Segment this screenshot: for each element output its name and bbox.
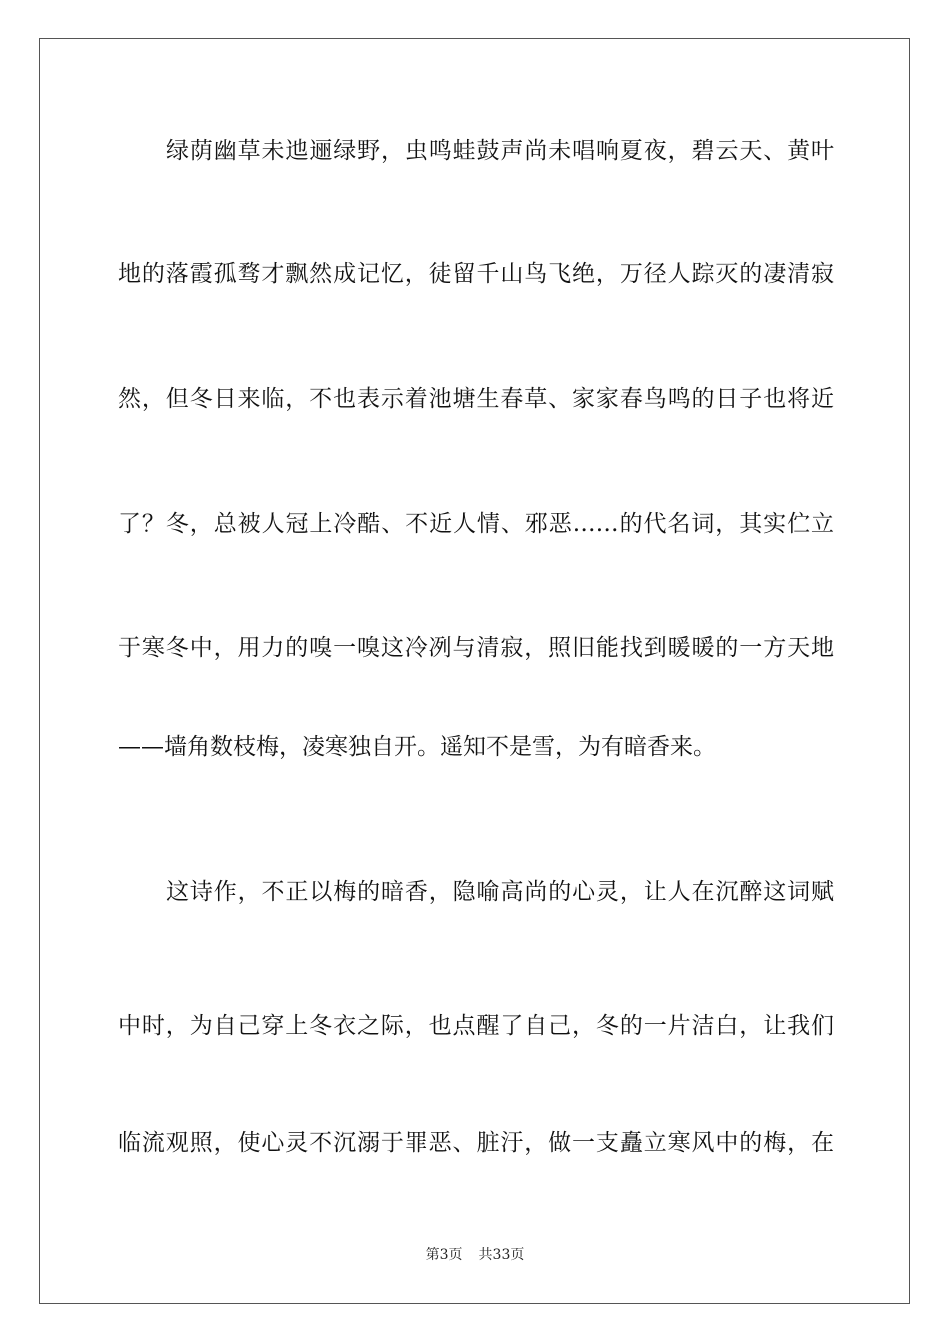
total-pages: 共33页 bbox=[478, 1247, 525, 1263]
page-frame bbox=[39, 38, 910, 1304]
paragraph-2-line-1: 这诗作，不正以梅的暗香，隐喻高尚的心灵，让人在沉醉这词赋 bbox=[166, 879, 834, 905]
paragraph-1-line-3: 然，但冬日来临，不也表示着池塘生春草、家家春鸟鸣的日子也将近 bbox=[118, 386, 834, 412]
page-footer bbox=[0, 1246, 950, 1264]
paragraph-1-line-5: 于寒冬中，用力的嗅一嗅这冷冽与清寂，照旧能找到暖暖的一方天地 bbox=[118, 635, 834, 661]
paragraph-2-line-2: 中时，为自己穿上冬衣之际，也点醒了自己，冬的一片洁白，让我们 bbox=[118, 1013, 834, 1039]
paragraph-1-line-4: 了？冬，总被人冠上冷酷、不近人情、邪恶……的代名词，其实伫立 bbox=[118, 511, 834, 537]
paragraph-1-line-1: 绿荫幽草未迆逦绿野，虫鸣蛙鼓声尚未唱响夏夜，碧云天、黄叶 bbox=[166, 138, 834, 164]
page-number: 第3页 bbox=[425, 1247, 463, 1263]
paragraph-1-line-6: ——墙角数枝梅，凌寒独自开。遥知不是雪，为有暗香来。 bbox=[118, 734, 716, 760]
paragraph-1-line-2: 地的落霞孤骛才飘然成记忆，徒留千山鸟飞绝，万径人踪灭的凄清寂 bbox=[118, 261, 834, 287]
paragraph-2-line-3: 临流观照，使心灵不沉溺于罪恶、脏汙，做一支矗立寒风中的梅，在 bbox=[118, 1130, 834, 1156]
